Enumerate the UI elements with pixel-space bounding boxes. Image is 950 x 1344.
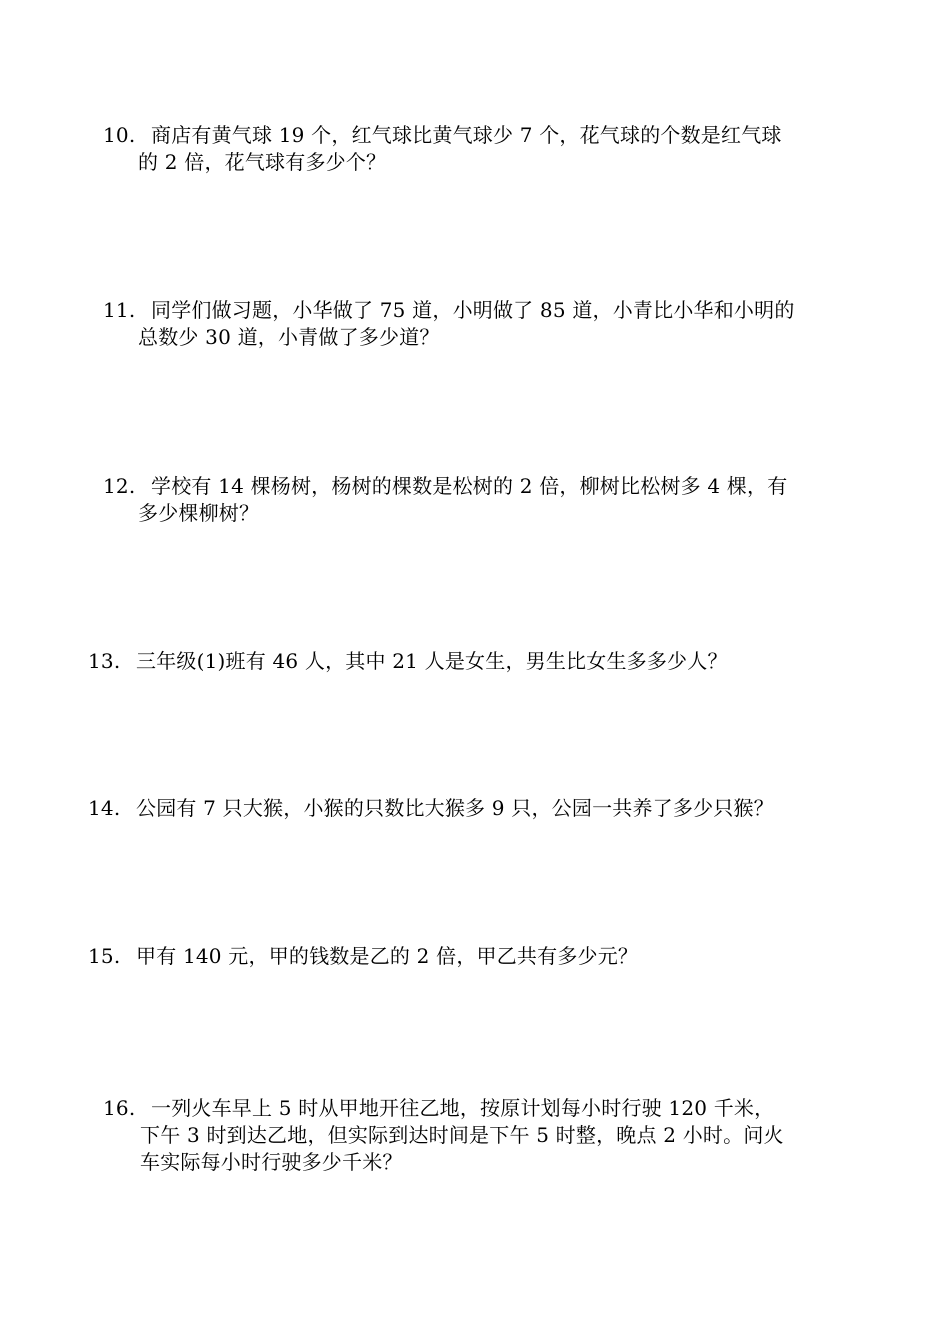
problem-number: 13. (88, 649, 121, 673)
problem-14 (88, 795, 774, 822)
problem-10 (103, 122, 782, 176)
problem-12 (103, 473, 787, 527)
problem-number: 15. (88, 944, 121, 968)
problem-number: 10. (103, 123, 136, 147)
problem-text: 公园有 7 只大猴，小猴的只数比大猴多 9 只，公园一共养了多少只猴？ (136, 796, 774, 820)
problem-15 (88, 943, 638, 970)
problem-line (88, 943, 638, 970)
problem-text: 三年级(1)班有 46 人，其中 21 人是女生，男生比女生多多少人？ (136, 649, 728, 673)
problem-16 (103, 1095, 784, 1176)
problem-line (88, 648, 728, 675)
problem-line (88, 795, 774, 822)
problem-text: 甲有 140 元，甲的钱数是乙的 2 倍，甲乙共有多少元？ (136, 944, 639, 968)
problem-text: 多少棵柳树？ (138, 501, 260, 525)
problem-text: 总数少 30 道，小青做了多少道？ (138, 325, 440, 349)
problem-number: 14. (88, 796, 121, 820)
problem-line (103, 473, 787, 500)
problem-text: 一列火车早上 5 时从甲地开往乙地，按原计划每小时行驶 120 千米， (151, 1096, 775, 1120)
problem-line (103, 1095, 784, 1122)
problem-text: 车实际每小时行驶多少千米？ (140, 1150, 403, 1174)
problem-text: 同学们做习题，小华做了 75 道，小明做了 85 道，小青比小华和小明的 (151, 298, 795, 322)
problem-13 (88, 648, 728, 675)
problem-text: 下午 3 时到达乙地，但实际到达时间是下午 5 时整，晚点 2 小时。问火 (140, 1123, 784, 1147)
problem-number: 12. (103, 474, 136, 498)
problem-text: 商店有黄气球 19 个，红气球比黄气球少 7 个，花气球的个数是红气球 (151, 123, 782, 147)
problem-11 (103, 297, 795, 351)
problem-line (103, 297, 795, 324)
problem-text: 学校有 14 棵杨树，杨树的棵数是松树的 2 倍，柳树比松树多 4 棵，有 (151, 474, 788, 498)
problem-number: 11. (103, 298, 136, 322)
problem-text: 的 2 倍，花气球有多少个？ (138, 150, 387, 174)
problem-number: 16. (103, 1096, 136, 1120)
problem-line (103, 122, 782, 149)
